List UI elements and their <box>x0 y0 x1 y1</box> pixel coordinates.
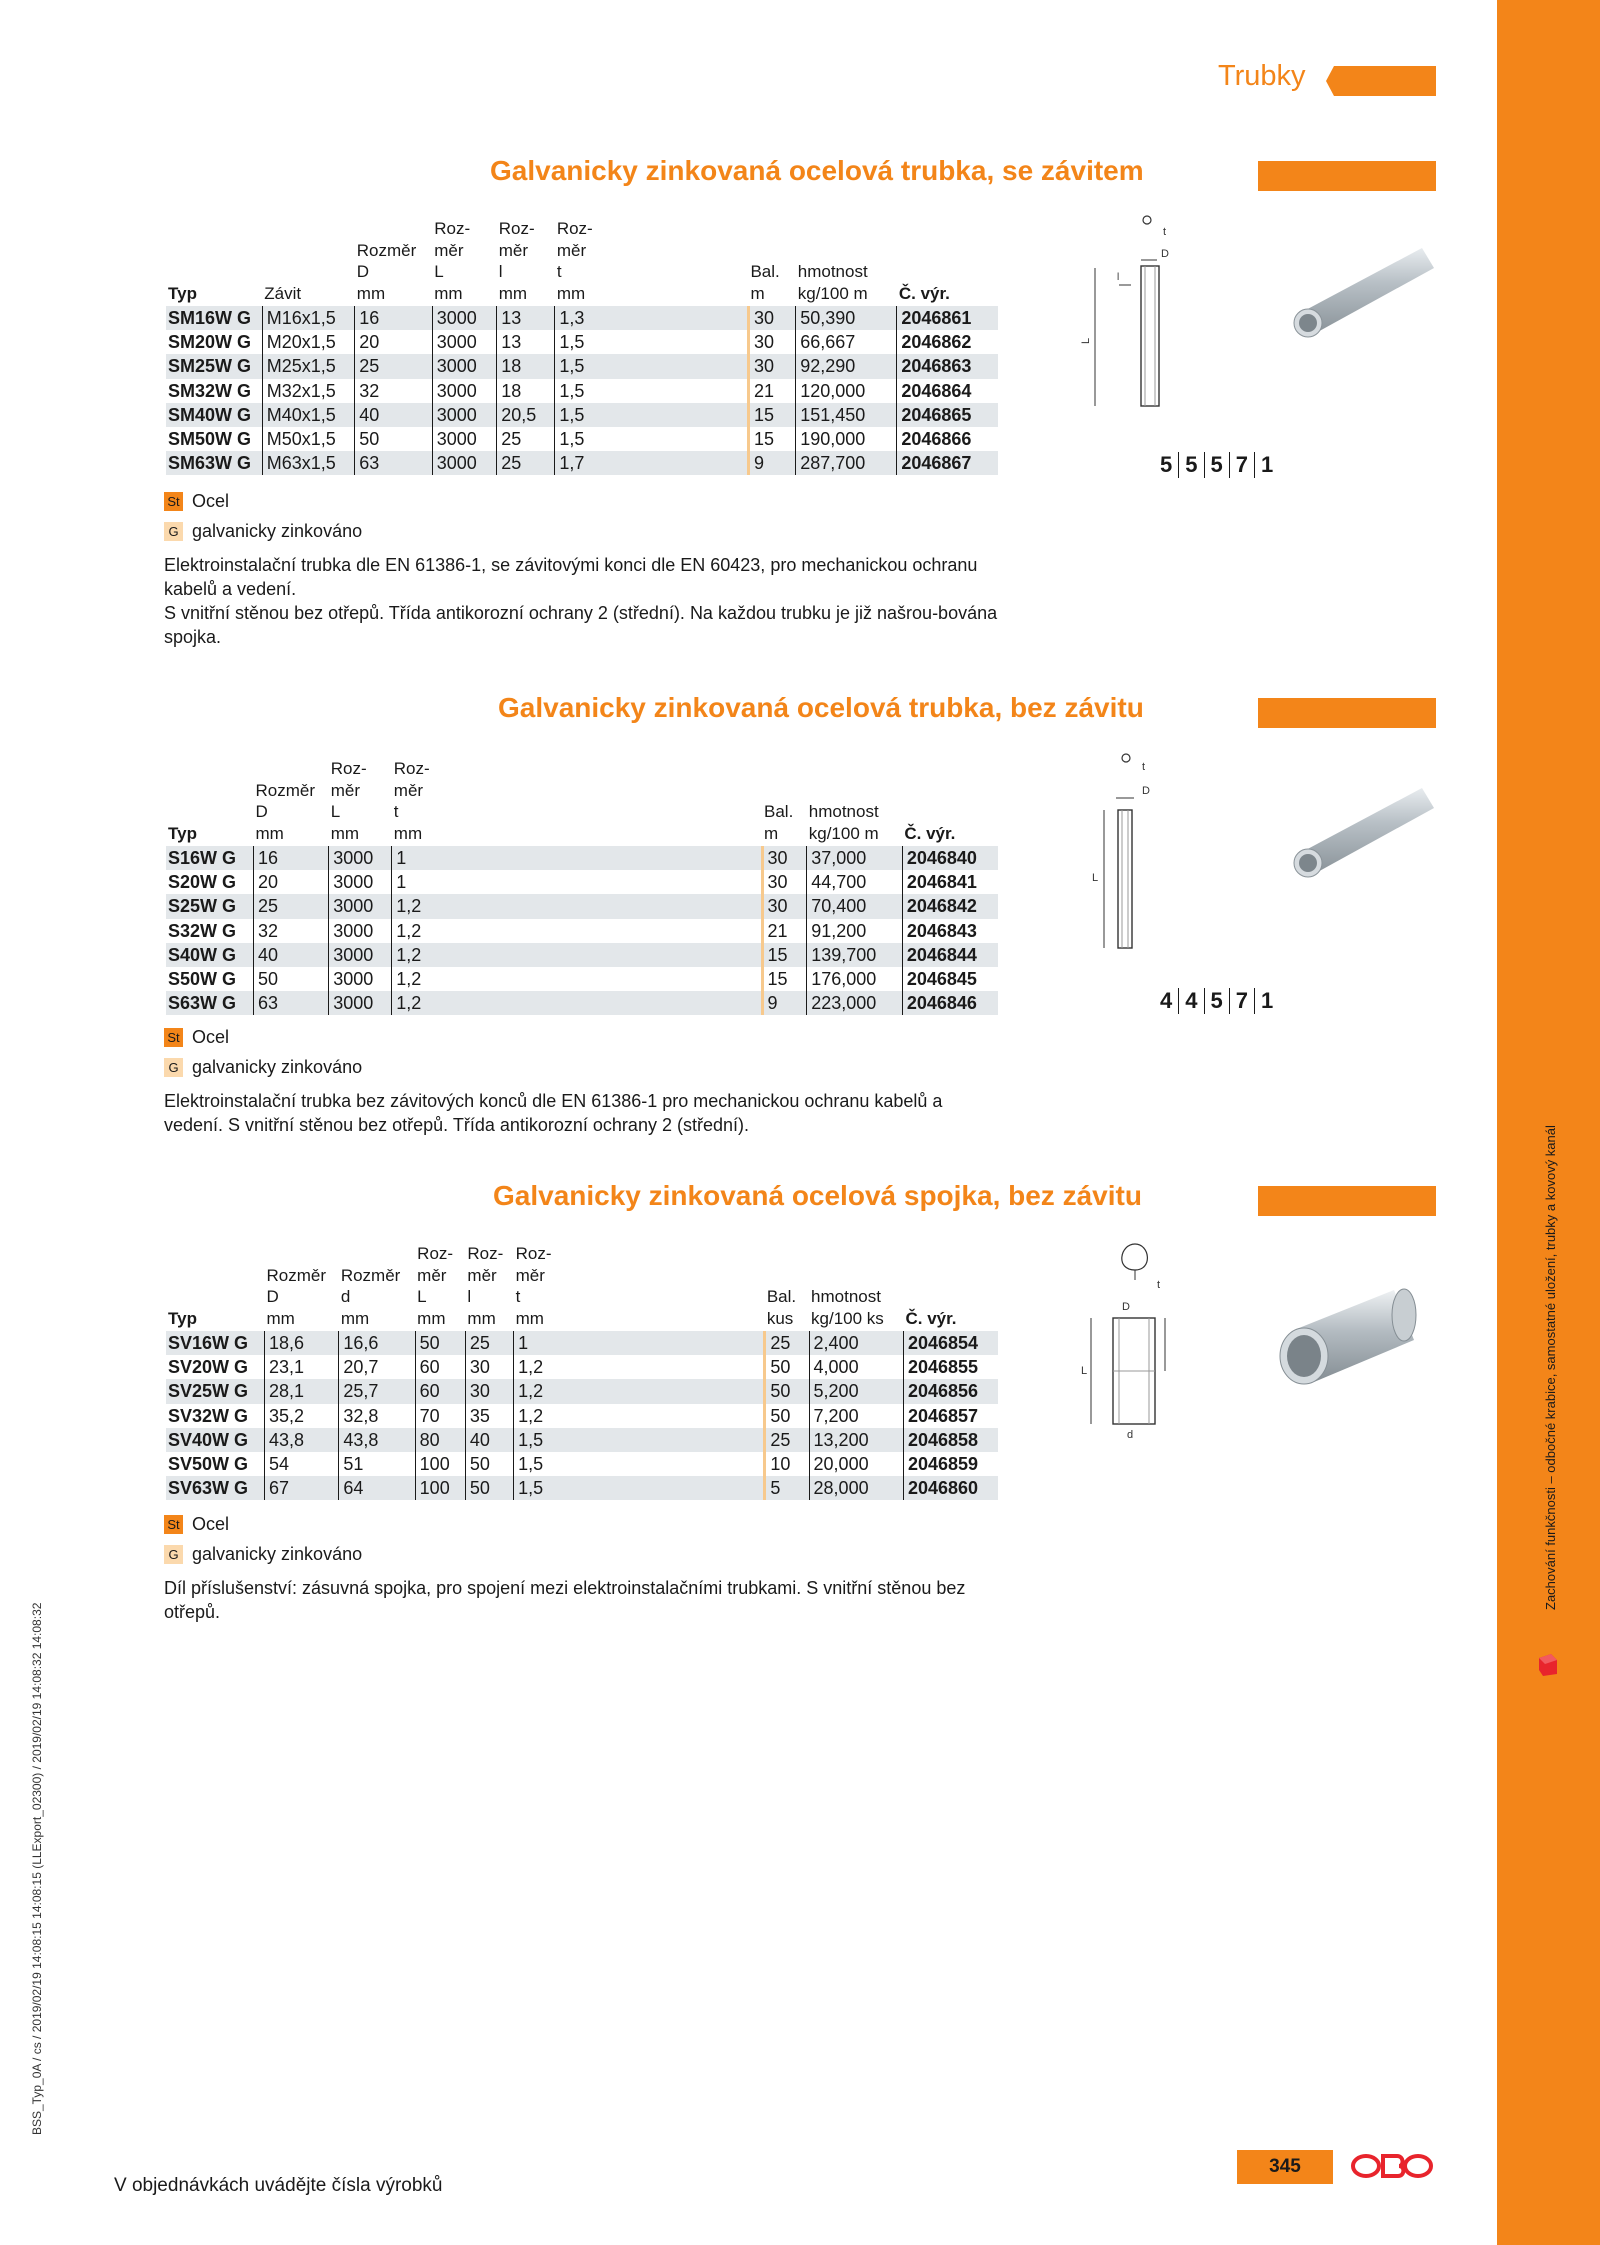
cell: 25 <box>465 1331 513 1355</box>
finish-badge: G <box>164 1545 183 1564</box>
cell: 3000 <box>329 846 392 870</box>
cell: 23,1 <box>264 1355 338 1379</box>
cell-article: 2046854 <box>903 1331 998 1355</box>
cell: 1 <box>514 1331 765 1355</box>
col-header-type: Typ <box>168 823 197 843</box>
cell: 64 <box>339 1476 415 1500</box>
table-row <box>166 1404 998 1428</box>
section-title: Galvanicky zinkovaná ocelová trubka, bez závitu <box>498 692 1144 723</box>
cell: 190,000 <box>796 427 897 451</box>
cell: 100 <box>415 1476 465 1500</box>
table-row <box>166 919 998 943</box>
cell: 1,5 <box>514 1452 765 1476</box>
class-code: 4 <box>1160 988 1173 1013</box>
cell: 91,200 <box>807 919 903 943</box>
cell: 1,3 <box>555 306 749 330</box>
col-header-l: Roz- měr L mm <box>417 1244 454 1328</box>
cell: 3000 <box>432 379 497 403</box>
cell-type: S25W G <box>166 894 253 918</box>
cell-article: 2046855 <box>903 1355 998 1379</box>
cell: 30 <box>762 894 807 918</box>
cell: 3000 <box>432 451 497 475</box>
cell-type: SV63W G <box>166 1476 264 1500</box>
finish-label: galvanicky zinkováno <box>192 521 363 541</box>
section-title: Galvanicky zinkovaná ocelová trubka, se závitem <box>490 155 1144 186</box>
table-row <box>166 870 998 894</box>
finish-badge: G <box>164 522 183 541</box>
cell: 1,2 <box>514 1379 765 1403</box>
col-header-weight: hmotnost kg/100 m <box>808 802 879 843</box>
section-description <box>164 1576 1004 1624</box>
section-title-bar <box>1258 161 1436 191</box>
cell: 50 <box>465 1452 513 1476</box>
cell: 1,2 <box>392 894 762 918</box>
class-code: 1 <box>1254 452 1279 478</box>
cell: 20,000 <box>809 1452 903 1476</box>
cell-type: SM50W G <box>166 427 262 451</box>
cell: 3000 <box>432 354 497 378</box>
cell: 139,700 <box>807 943 903 967</box>
cell: 21 <box>748 379 795 403</box>
cell-article: 2046867 <box>897 451 998 475</box>
cell: 10 <box>765 1452 809 1476</box>
cell-type: SV32W G <box>166 1404 264 1428</box>
cell: 13 <box>497 330 555 354</box>
product-table-coupler <box>166 1243 998 1500</box>
cell: 50 <box>253 967 328 991</box>
col-header-d: Rozměr D mm <box>255 780 315 843</box>
svg-text:l: l <box>1117 272 1120 283</box>
cell: 28,1 <box>264 1379 338 1403</box>
cell: 50 <box>765 1404 809 1428</box>
cell: 1 <box>392 846 762 870</box>
cell: 3000 <box>432 427 497 451</box>
svg-text:D: D <box>1142 785 1150 797</box>
pipe-photo-icon <box>1284 770 1434 910</box>
class-code: 5 <box>1178 452 1203 478</box>
cell-type: SM25W G <box>166 354 262 378</box>
class-code: 5 <box>1204 452 1229 478</box>
cell: 2,400 <box>809 1331 903 1355</box>
cell: M25x1,5 <box>262 354 355 378</box>
cell-article: 2046841 <box>902 870 998 894</box>
table-row <box>166 403 998 427</box>
cell: 1,5 <box>555 403 749 427</box>
cell: 25 <box>497 427 555 451</box>
section-title-bar <box>1258 1186 1436 1216</box>
cell: 16,6 <box>339 1331 415 1355</box>
cell: 3000 <box>329 967 392 991</box>
cell: 1,2 <box>514 1355 765 1379</box>
side-chapter-text: Zachování funkčnosti – odbočné krabice, samostatné uložení, trubky a kovový kanál <box>1543 1125 1558 1610</box>
cell: 18 <box>497 354 555 378</box>
cell: 70,400 <box>807 894 903 918</box>
cell: 15 <box>748 427 795 451</box>
col-header-l-small: Roz- měr l mm <box>498 219 535 303</box>
col-header-l: Roz- měr L mm <box>434 219 471 303</box>
col-header-t: Roz- měr t mm <box>556 219 593 303</box>
cell: 50 <box>415 1331 465 1355</box>
cell-article: 2046866 <box>897 427 998 451</box>
table-row <box>166 427 998 451</box>
cell: 40 <box>465 1428 513 1452</box>
finish-badge: G <box>164 1058 183 1077</box>
cell: 63 <box>253 991 328 1015</box>
cell: 66,667 <box>796 330 897 354</box>
cell: 60 <box>415 1355 465 1379</box>
col-header-d: Rozměr D mm <box>356 240 417 303</box>
cell-type: SM32W G <box>166 379 262 403</box>
product-table-plain <box>166 758 998 1015</box>
svg-text:t: t <box>1157 1279 1161 1291</box>
cell-type: SM16W G <box>166 306 262 330</box>
description-line: S vnitřní stěnou bez otřepů. Třída antikorozní ochrany 2 (střední). Na každou trubku je již našrou-bována spojka. <box>164 603 998 647</box>
cell: 50 <box>765 1355 809 1379</box>
cell-article: 2046842 <box>902 894 998 918</box>
section-title-bar <box>1258 698 1436 728</box>
cell: 40 <box>355 403 432 427</box>
col-header-weight: hmotnost kg/100 ks <box>811 1287 884 1328</box>
cell: 1,5 <box>514 1428 765 1452</box>
cell: 30 <box>762 846 807 870</box>
col-header-l: Roz- měr L mm <box>330 759 367 843</box>
cell: 151,450 <box>796 403 897 427</box>
cell: 40 <box>253 943 328 967</box>
cell: 50 <box>355 427 432 451</box>
col-header-article: Č. výr. <box>898 283 950 303</box>
cell-article: 2046858 <box>903 1428 998 1452</box>
cell: M20x1,5 <box>262 330 355 354</box>
cell-type: S63W G <box>166 991 253 1015</box>
cell-article: 2046857 <box>903 1404 998 1428</box>
cell: 15 <box>748 403 795 427</box>
cell: 50 <box>765 1379 809 1403</box>
col-header-type: Typ <box>168 283 197 303</box>
cell: 25 <box>253 894 328 918</box>
cell: 13,200 <box>809 1428 903 1452</box>
class-code: 4 <box>1178 988 1203 1014</box>
table-row <box>166 846 998 870</box>
class-code: 7 <box>1229 452 1254 478</box>
finish-label: galvanicky zinkováno <box>192 1544 363 1564</box>
table-row <box>166 451 998 475</box>
material-badge: St <box>164 492 183 511</box>
cell: 1,2 <box>392 943 762 967</box>
table-row <box>166 379 998 403</box>
cell: 30 <box>762 870 807 894</box>
class-code: 1 <box>1254 988 1279 1014</box>
class-code: 5 <box>1204 988 1229 1014</box>
cell: M63x1,5 <box>262 451 355 475</box>
cell: 1,2 <box>514 1404 765 1428</box>
cell: 3000 <box>329 919 392 943</box>
cell: 21 <box>762 919 807 943</box>
cell: 35,2 <box>264 1404 338 1428</box>
svg-text:t: t <box>1142 761 1146 773</box>
material-badge: St <box>164 1028 183 1047</box>
table-row <box>166 354 998 378</box>
svg-text:L: L <box>1092 872 1099 884</box>
cell: 37,000 <box>807 846 903 870</box>
cell: 3000 <box>329 991 392 1015</box>
cell: 1,5 <box>514 1476 765 1500</box>
col-header-article: Č. výr. <box>905 1308 957 1328</box>
cell: 5,200 <box>809 1379 903 1403</box>
cell-type: SV25W G <box>166 1379 264 1403</box>
cell-type: S32W G <box>166 919 253 943</box>
cell: M16x1,5 <box>262 306 355 330</box>
cell: 50 <box>465 1476 513 1500</box>
cell: 1,7 <box>555 451 749 475</box>
svg-text:d: d <box>1127 1429 1134 1441</box>
coupler-photo-icon <box>1264 1270 1424 1410</box>
cell: 15 <box>762 943 807 967</box>
class-code: 5 <box>1160 452 1173 477</box>
table-row <box>166 943 998 967</box>
cell: 20,5 <box>497 403 555 427</box>
cell: 3000 <box>329 870 392 894</box>
cell-type: SV16W G <box>166 1331 264 1355</box>
cell: 28,000 <box>809 1476 903 1500</box>
cell-article: 2046864 <box>897 379 998 403</box>
cell: 9 <box>762 991 807 1015</box>
cell: 3000 <box>432 306 497 330</box>
cell: 13 <box>497 306 555 330</box>
cell: 51 <box>339 1452 415 1476</box>
cell: 16 <box>253 846 328 870</box>
svg-text:t: t <box>1163 226 1167 238</box>
section-description <box>164 1089 1004 1137</box>
col-header-d: Rozměr D mm <box>266 1265 326 1328</box>
cell: 30 <box>748 354 795 378</box>
cell: 63 <box>355 451 432 475</box>
table-row <box>166 894 998 918</box>
cell: 18 <box>497 379 555 403</box>
table-row <box>166 1331 998 1355</box>
table-row <box>166 1379 998 1403</box>
cell: 25 <box>765 1331 809 1355</box>
col-header-thread: Závit <box>264 283 302 303</box>
col-header-l-small: Roz- měr l mm <box>467 1244 504 1328</box>
cell: 20 <box>355 330 432 354</box>
cell: 18,6 <box>264 1331 338 1355</box>
cell: 100 <box>415 1452 465 1476</box>
cell: 1,2 <box>392 919 762 943</box>
product-table-threaded <box>166 218 998 475</box>
cell: 67 <box>264 1476 338 1500</box>
section-header-title: Trubky <box>1218 60 1306 92</box>
cell: M32x1,5 <box>262 379 355 403</box>
cell-type: SV50W G <box>166 1452 264 1476</box>
cell: 30 <box>748 306 795 330</box>
cell: 287,700 <box>796 451 897 475</box>
cell-type: S20W G <box>166 870 253 894</box>
table-row <box>166 1355 998 1379</box>
cell-article: 2046845 <box>902 967 998 991</box>
table-row <box>166 306 998 330</box>
cell-type: SM40W G <box>166 403 262 427</box>
cell: 3000 <box>432 403 497 427</box>
cell-type: SM20W G <box>166 330 262 354</box>
cell: 35 <box>465 1404 513 1428</box>
col-header-d-small: Rozměr d mm <box>340 1265 401 1328</box>
cell-article: 2046840 <box>902 846 998 870</box>
cell-type: S16W G <box>166 846 253 870</box>
table-row <box>166 330 998 354</box>
table-row <box>166 991 998 1015</box>
cell-type: SV40W G <box>166 1428 264 1452</box>
col-header-pack: Bal. m <box>764 802 794 843</box>
cell: 30 <box>748 330 795 354</box>
cell-article: 2046844 <box>902 943 998 967</box>
description-line: Elektroinstalační trubka bez závitových konců dle EN 61386-1 pro mechanickou ochranu kabelů a vedení. S vnitřní stěnou bez otřepů. Třída antikorozní ochrany 2 (střední). <box>164 1091 943 1135</box>
dimension-drawing <box>1090 748 1180 958</box>
table-row <box>166 1476 998 1500</box>
cell-article: 2046861 <box>897 306 998 330</box>
cell: 16 <box>355 306 432 330</box>
cell: 32 <box>355 379 432 403</box>
cell: M50x1,5 <box>262 427 355 451</box>
cell: 223,000 <box>807 991 903 1015</box>
svg-text:D: D <box>1122 1301 1130 1313</box>
description-line: Díl příslušenství: zásuvná spojka, pro spojení mezi elektroinstalačními trubkami. S vnitřní stěnou bez otřepů. <box>164 1578 966 1622</box>
cell: 30 <box>465 1355 513 1379</box>
cell-article: 2046843 <box>902 919 998 943</box>
cell: 1,2 <box>392 991 762 1015</box>
cell: 4,000 <box>809 1355 903 1379</box>
svg-text:D: D <box>1161 248 1169 260</box>
cell: 43,8 <box>264 1428 338 1452</box>
print-metadata-text: BSS_Typ_0A / cs / 2019/02/19 14:08:15 14:08:15 (LLExport_02300) / 2019/02/19 14:08:32 14:08:32 <box>30 1602 44 2135</box>
table-row <box>166 1428 998 1452</box>
cell-type: S50W G <box>166 967 253 991</box>
material-label: Ocel <box>192 1027 230 1047</box>
finish-label: galvanicky zinkováno <box>192 1057 363 1077</box>
material-badge: St <box>164 1515 183 1534</box>
cell: 1,2 <box>392 967 762 991</box>
cell: 20,7 <box>339 1355 415 1379</box>
svg-text:L: L <box>1081 1365 1088 1377</box>
cell-article: 2046860 <box>903 1476 998 1500</box>
cell: 1,5 <box>555 427 749 451</box>
cell: 120,000 <box>796 379 897 403</box>
class-code: 7 <box>1229 988 1254 1014</box>
cell: 5 <box>765 1476 809 1500</box>
col-header-pack: Bal. kus <box>766 1287 797 1328</box>
dimension-drawing <box>1075 1240 1185 1450</box>
description-line: Elektroinstalační trubka dle EN 61386-1, se závitovými konci dle EN 60423, pro mechanickou ochranu kabelů a vedení. <box>164 555 978 599</box>
col-header-t: Roz- měr t mm <box>515 1244 552 1328</box>
class-codes <box>1154 988 1279 1014</box>
svg-text:L: L <box>1080 337 1092 344</box>
cell-type: S40W G <box>166 943 253 967</box>
cell: 9 <box>748 451 795 475</box>
chapter-icon <box>1537 1652 1559 1678</box>
cell-article: 2046865 <box>897 403 998 427</box>
cell: 43,8 <box>339 1428 415 1452</box>
cell: 3000 <box>432 330 497 354</box>
cell: 25,7 <box>339 1379 415 1403</box>
cell: 1,5 <box>555 330 749 354</box>
cell: 25 <box>765 1428 809 1452</box>
page-number: 345 <box>1237 2150 1333 2184</box>
dimension-drawing <box>1075 210 1190 420</box>
cell: 54 <box>264 1452 338 1476</box>
cell: 60 <box>415 1379 465 1403</box>
cell: 32 <box>253 919 328 943</box>
table-row <box>166 1452 998 1476</box>
cell: 92,290 <box>796 354 897 378</box>
side-accent-strip <box>1497 0 1600 2245</box>
cell: 1,5 <box>555 354 749 378</box>
cell: 1,5 <box>555 379 749 403</box>
cell-article: 2046859 <box>903 1452 998 1476</box>
header-tab-marker <box>1326 66 1436 96</box>
cell: 3000 <box>329 943 392 967</box>
col-header-pack: Bal. m <box>750 262 780 303</box>
cell: 25 <box>355 354 432 378</box>
cell: 3000 <box>329 894 392 918</box>
class-codes <box>1154 452 1279 478</box>
obo-logo <box>1350 2149 1434 2183</box>
table-row <box>166 967 998 991</box>
cell: 30 <box>465 1379 513 1403</box>
cell: M40x1,5 <box>262 403 355 427</box>
cell: 44,700 <box>807 870 903 894</box>
cell-article: 2046846 <box>902 991 998 1015</box>
cell: 176,000 <box>807 967 903 991</box>
cell: 20 <box>253 870 328 894</box>
col-header-weight: hmotnost kg/100 m <box>797 262 868 303</box>
cell: 32,8 <box>339 1404 415 1428</box>
cell: 7,200 <box>809 1404 903 1428</box>
col-header-article: Č. výr. <box>904 823 956 843</box>
pipe-photo-icon <box>1284 230 1434 370</box>
col-header-t: Roz- měr t mm <box>393 759 430 843</box>
cell-article: 2046856 <box>903 1379 998 1403</box>
section-description <box>164 553 1004 649</box>
order-note: V objednávkách uvádějte čísla výrobků <box>114 2175 443 2196</box>
cell: 50,390 <box>796 306 897 330</box>
section-title: Galvanicky zinkovaná ocelová spojka, bez závitu <box>493 1180 1142 1211</box>
cell: 80 <box>415 1428 465 1452</box>
cell: 15 <box>762 967 807 991</box>
cell-type: SM63W G <box>166 451 262 475</box>
material-label: Ocel <box>192 1514 230 1534</box>
cell-article: 2046862 <box>897 330 998 354</box>
cell: 1 <box>392 870 762 894</box>
cell-article: 2046863 <box>897 354 998 378</box>
material-label: Ocel <box>192 491 230 511</box>
cell-type: SV20W G <box>166 1355 264 1379</box>
col-header-type: Typ <box>168 1308 197 1328</box>
cell: 25 <box>497 451 555 475</box>
cell: 70 <box>415 1404 465 1428</box>
